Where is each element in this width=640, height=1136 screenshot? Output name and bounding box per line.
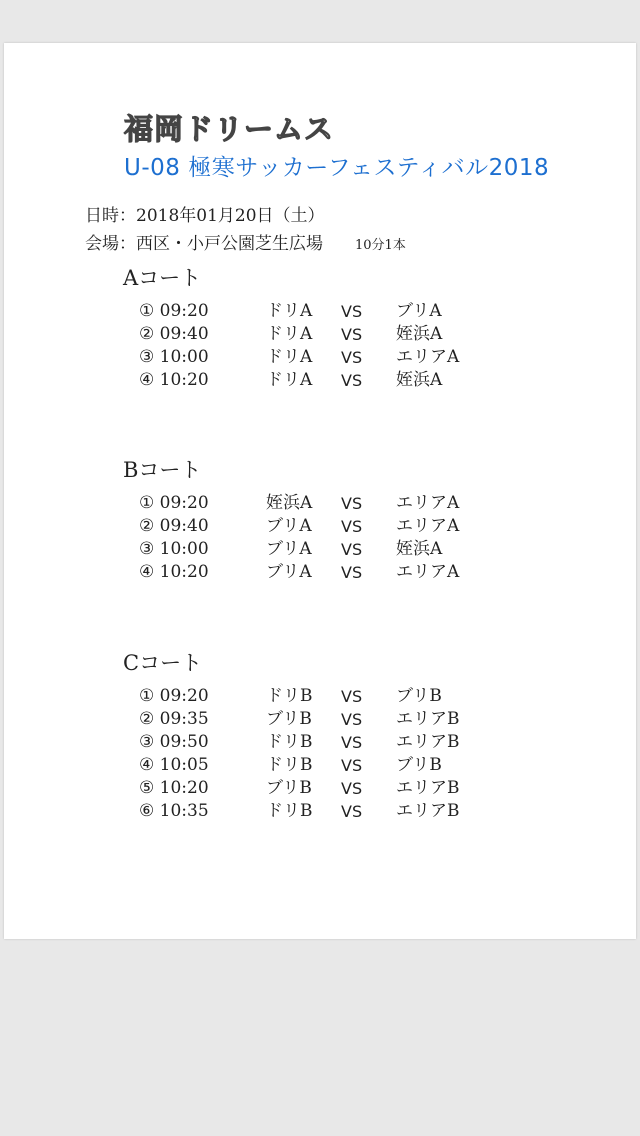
match-time: ⑥ 10:35 [139,801,209,821]
match-row [123,731,460,754]
away-team: エリアB [396,801,460,821]
match-row [123,538,443,561]
court-c-title: Cコート [123,651,203,675]
match-row [123,754,442,777]
match-row [123,708,460,731]
vs-label: VS [341,563,363,582]
away-team: ブリA [396,301,442,321]
date-line [85,201,325,226]
vs-label: VS [341,710,363,729]
match-row [123,685,442,708]
match-row [123,346,460,369]
away-team: エリアA [396,493,460,513]
document-page [4,43,636,939]
match-row [123,561,460,584]
home-team: ブリB [266,778,312,798]
court-b-title: Bコート [123,458,202,482]
away-team: 姪浜A [396,539,443,559]
match-row [123,800,460,823]
venue-label: 会場： [85,234,136,254]
home-team: 姪浜A [266,493,313,513]
away-team: エリアA [396,562,460,582]
vs-label: VS [341,687,363,706]
match-time: ③ 10:00 [139,539,209,559]
vs-label: VS [341,756,363,775]
org-title: 福岡ドリームス [124,112,335,146]
match-row [123,777,460,800]
match-time: ② 09:40 [139,516,209,536]
vs-label: VS [341,494,363,513]
vs-label: VS [341,540,363,559]
court-a-section [123,264,460,392]
venue-line [85,229,406,254]
match-time: ③ 09:50 [139,732,209,752]
vs-label: VS [341,517,363,536]
match-time: ① 09:20 [139,686,209,706]
away-team: エリアB [396,732,460,752]
home-team: ブリB [266,709,312,729]
court-c-section [123,649,460,823]
event-title: U-08 極寒サッカーフェスティバル2018 [124,155,550,181]
home-team: ドリA [266,370,313,390]
away-team: ブリB [396,686,442,706]
vs-label: VS [341,325,363,344]
home-team: ドリA [266,347,313,367]
date-value: 2018年01月20日（土） [136,206,325,226]
vs-label: VS [341,348,363,367]
away-team: 姪浜A [396,324,443,344]
match-row [123,369,443,392]
vs-label: VS [341,371,363,390]
match-row [123,515,460,538]
home-team: ドリA [266,324,313,344]
home-team: ドリB [266,755,313,775]
home-team: ドリA [266,301,313,321]
vs-label: VS [341,302,363,321]
date-label: 日時： [85,206,136,226]
match-time: ⑤ 10:20 [139,778,209,798]
match-time: ③ 10:00 [139,347,209,367]
match-time: ① 09:20 [139,301,209,321]
home-team: ブリA [266,562,312,582]
match-row [123,323,443,346]
away-team: ブリB [396,755,442,775]
match-length-note: 10分1本 [355,238,406,253]
match-time: ④ 10:20 [139,370,209,390]
vs-label: VS [341,802,363,821]
away-team: エリアA [396,516,460,536]
match-time: ② 09:35 [139,709,209,729]
home-team: ブリA [266,516,312,536]
away-team: エリアB [396,778,460,798]
away-team: エリアB [396,709,460,729]
match-time: ② 09:40 [139,324,209,344]
away-team: 姪浜A [396,370,443,390]
home-team: ドリB [266,801,313,821]
vs-label: VS [341,779,363,798]
match-time: ① 09:20 [139,493,209,513]
court-b-section [123,456,460,584]
match-row [123,300,442,323]
match-time: ④ 10:05 [139,755,209,775]
home-team: ドリB [266,732,313,752]
venue-value: 西区・小戸公園芝生広場 [136,234,323,254]
match-row [123,492,460,515]
home-team: ブリA [266,539,312,559]
match-time: ④ 10:20 [139,562,209,582]
court-a-title: Aコート [123,266,202,290]
away-team: エリアA [396,347,460,367]
home-team: ドリB [266,686,313,706]
vs-label: VS [341,733,363,752]
